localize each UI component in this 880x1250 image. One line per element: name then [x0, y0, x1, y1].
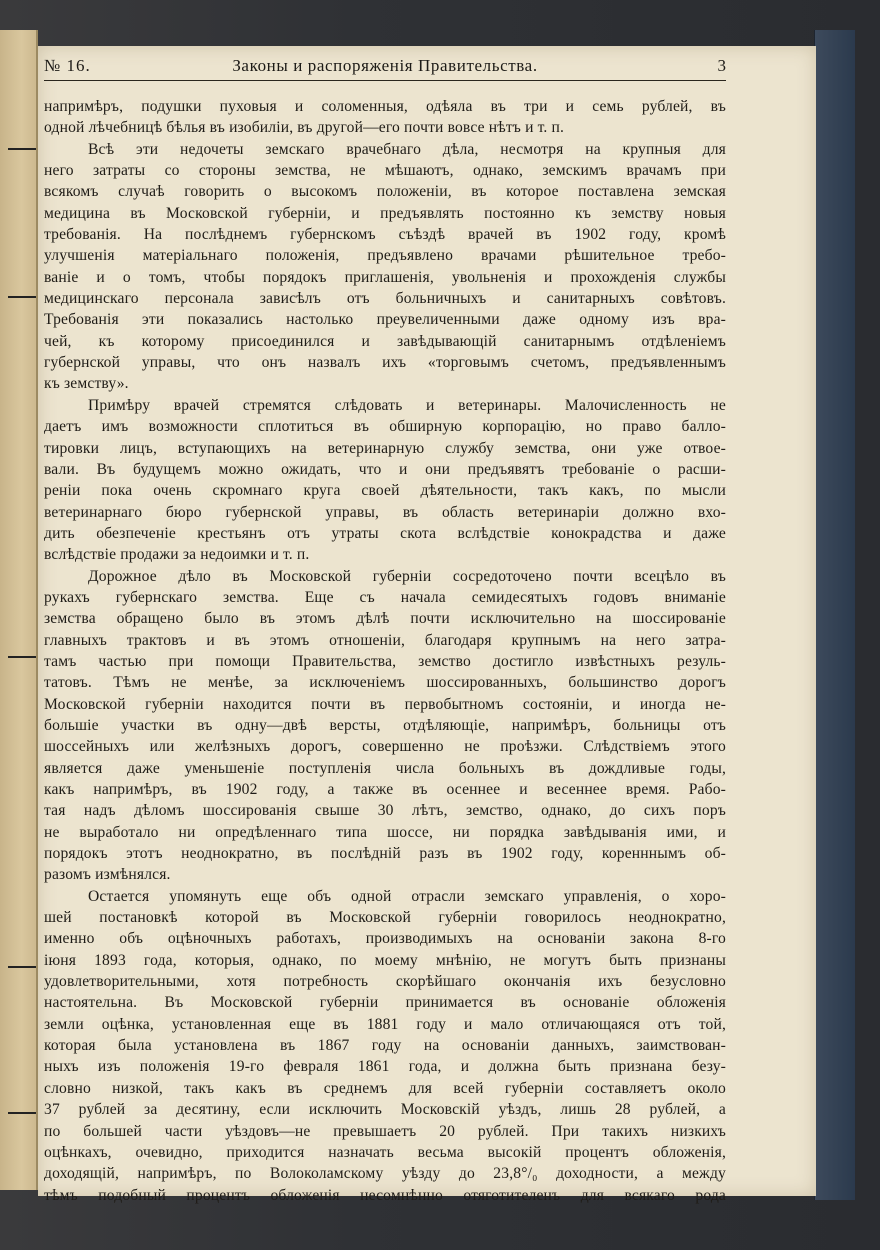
text-line: тѣмъ подобный процентъ обложенія несомнѣнно отяготителенъ для всякаго рода	[44, 1186, 726, 1204]
text-line: которая была установлена въ 1867 году на основаніи данныхъ, заимствован-	[44, 1037, 726, 1055]
text-line: татовъ. Тѣмъ не менѣе, за исключеніемъ шоссированныхъ, большинство дорогъ	[44, 674, 726, 692]
body-text	[44, 96, 726, 1206]
text-line: оцѣнкахъ, очевидно, приходится назначать весьма высокій процентъ обложенія,	[44, 1143, 726, 1161]
text-line: большіе участки въ одну—двѣ версты, отдѣляющіе, напримѣръ, больницы отъ	[44, 716, 726, 734]
text-line: дить обезпеченіе крестьянъ отъ утраты скота вслѣдствіе конокрадства и даже	[44, 524, 726, 542]
text-line: порядокъ этотъ неоднократно, въ послѣдній разъ въ 1902 году, коренннымъ об-	[44, 845, 726, 863]
text-line: требованія. На послѣднемъ губернскомъ съѣздѣ врачей въ 1902 году, кромѣ	[44, 226, 726, 244]
text-line: чей, къ которому присоединился и завѣдывающій санитарнымъ отдѣленіемъ	[44, 332, 726, 350]
issue-number: № 16.	[44, 56, 91, 75]
text-line: губернской управы, что онъ назвалъ ихъ «торговымъ счетомъ, предъявленнымъ	[44, 354, 726, 372]
text-line: ветеринарнаго бюро губернской управы, въ область ветеринаріи должно вхо-	[44, 503, 726, 521]
text-line: медицинскаго персонала зависѣлъ отъ больничныхъ и санитарныхъ совѣтовъ.	[44, 290, 726, 308]
text-line: именно объ оцѣночныхъ работахъ, производимыхъ на основаніи закона 8-го	[44, 930, 726, 948]
header-rule	[44, 80, 726, 81]
text-line: земли оцѣнка, установленная еще въ 1881 году и мало отличающаяся отъ той,	[44, 1015, 726, 1033]
text-line: главныхъ трактовъ и въ этомъ отношеніи, благодаря крупнымъ на него затра-	[44, 631, 726, 649]
text-line: доходящій, напримѣръ, по Волоколамскому уѣзду до 23,8°/₀ доходности, а между	[44, 1165, 726, 1183]
text-line: Московской губерніи находится почти въ первобытномъ состояніи, и иногда не-	[44, 695, 726, 713]
binding-thread	[8, 966, 36, 968]
text-line: тировки лицъ, вступающихъ на ветеринарную службу земства, они уже отвое-	[44, 439, 726, 457]
text-line: медицина въ Московской губерніи, и предъявлять постоянно къ земству новыя	[44, 204, 726, 222]
text-line: вслѣдствіе продажи за недоимки и т. п.	[44, 546, 310, 564]
page-header	[44, 56, 726, 80]
text-line: къ земству».	[44, 375, 129, 393]
text-line: Остается упомянуть еще объ одной отрасли земскаго управленія, о хоро-	[88, 887, 726, 905]
text-line: ваніе и о томъ, чтобы порядокъ приглашенія, увольненія и прохожденія службы	[44, 268, 726, 286]
binding-thread	[8, 1112, 36, 1114]
text-line: разомъ измѣнялся.	[44, 866, 171, 884]
text-line: тая надъ дѣломъ шоссированія свыше 30 лѣтъ, земство, однако, до сихъ поръ	[44, 802, 726, 820]
text-line: него затраты со стороны земства, не мѣшаютъ, однако, земскимъ врачамъ при	[44, 162, 726, 180]
binding-thread	[8, 148, 36, 150]
text-line: Дорожное дѣло въ Московской губерніи сосредоточено почти всецѣло въ	[88, 567, 726, 585]
text-line: Примѣру врачей стремятся слѣдовать и ветеринары. Малочисленность не	[88, 396, 726, 414]
book-binding-right	[814, 30, 855, 1200]
text-line: удовлетворительными, хотя потребность скорѣйшаго окончанія ихъ безусловно	[44, 973, 726, 991]
running-title: Законы и распоряженія Правительства.	[232, 56, 538, 75]
text-line: улучшенія матеріальнаго положенія, предъявлено врачами рѣшительное требо-	[44, 247, 726, 265]
text-line: по большей части уѣздовъ—не превышаетъ 20 рублей. При такихъ низкихъ	[44, 1122, 726, 1140]
text-line: реніи пока очень скромнаго круга своей дѣятельности, такъ какъ, по мысли	[44, 482, 726, 500]
text-line: даетъ имъ возможности сплотиться въ обширную корпорацію, но право балло-	[44, 418, 726, 436]
text-line: рукахъ губернскаго земства. Еще съ начала семидесятыхъ годовъ вниманіе	[44, 588, 726, 606]
text-line: Всѣ эти недочеты земскаго врачебнаго дѣла, несмотря на крупныя для	[88, 140, 726, 158]
page-number: 3	[717, 56, 726, 75]
text-line: тамъ частью при помощи Правительства, земство достигло извѣстныхъ резуль-	[44, 652, 726, 670]
text-line: не выработало ни опредѣленнаго типа шоссе, ни порядка завѣдыванія ими, и	[44, 823, 726, 841]
text-line: шоссейныхъ или желѣзныхъ дорогъ, совершенно не проѣзжи. Слѣдствіемъ этого	[44, 738, 726, 756]
text-line: земства обращено было въ этомъ дѣлѣ почти исключительно на шоссированіе	[44, 610, 726, 628]
text-line: 37 рублей за десятину, если исключить Московскій уѣздъ, лишь 28 рублей, а	[44, 1101, 726, 1119]
text-line: настоятельна. Въ Московской губерніи принимается въ основаніе обложенія	[44, 994, 726, 1012]
text-line: Требованія эти показались настолько преувеличенными даже одному изъ вра-	[44, 311, 726, 329]
text-line: шей постановкѣ которой въ Московской губерніи говорилось неоднократно,	[44, 909, 726, 927]
text-line: является даже уменьшеніе поступленія числа больныхъ въ дождливые годы,	[44, 759, 726, 777]
book-cover-edge	[0, 30, 38, 1190]
binding-thread	[8, 296, 36, 298]
text-line: какъ напримѣръ, въ 1902 году, а также въ осеннее и весеннее время. Рабо-	[44, 781, 726, 798]
text-line: напримѣръ, подушки пуховыя и соломенныя, одѣяла въ три и семь рублей, въ	[44, 98, 726, 115]
binding-thread	[8, 656, 36, 658]
text-line: іюня 1893 года, которыя, однако, по моему мнѣнію, не могутъ быть признаны	[44, 951, 726, 969]
text-line: всякомъ случаѣ говорить о высокомъ положеніи, въ которое поставлена земская	[44, 183, 726, 201]
text-line: ныхъ изъ положенія 19-го февраля 1861 года, и должна быть признана безу-	[44, 1058, 726, 1076]
text-line: вали. Въ будущемъ можно ожидать, что и они предъявятъ требованіе о расши-	[44, 460, 726, 478]
text-line: одной лѣчебницѣ бѣлья въ изобиліи, въ другой—его почти вовсе нѣтъ и т. п.	[44, 119, 565, 137]
text-line: словно низкой, такъ какъ въ среднемъ для всей губерніи составляетъ около	[44, 1079, 726, 1097]
